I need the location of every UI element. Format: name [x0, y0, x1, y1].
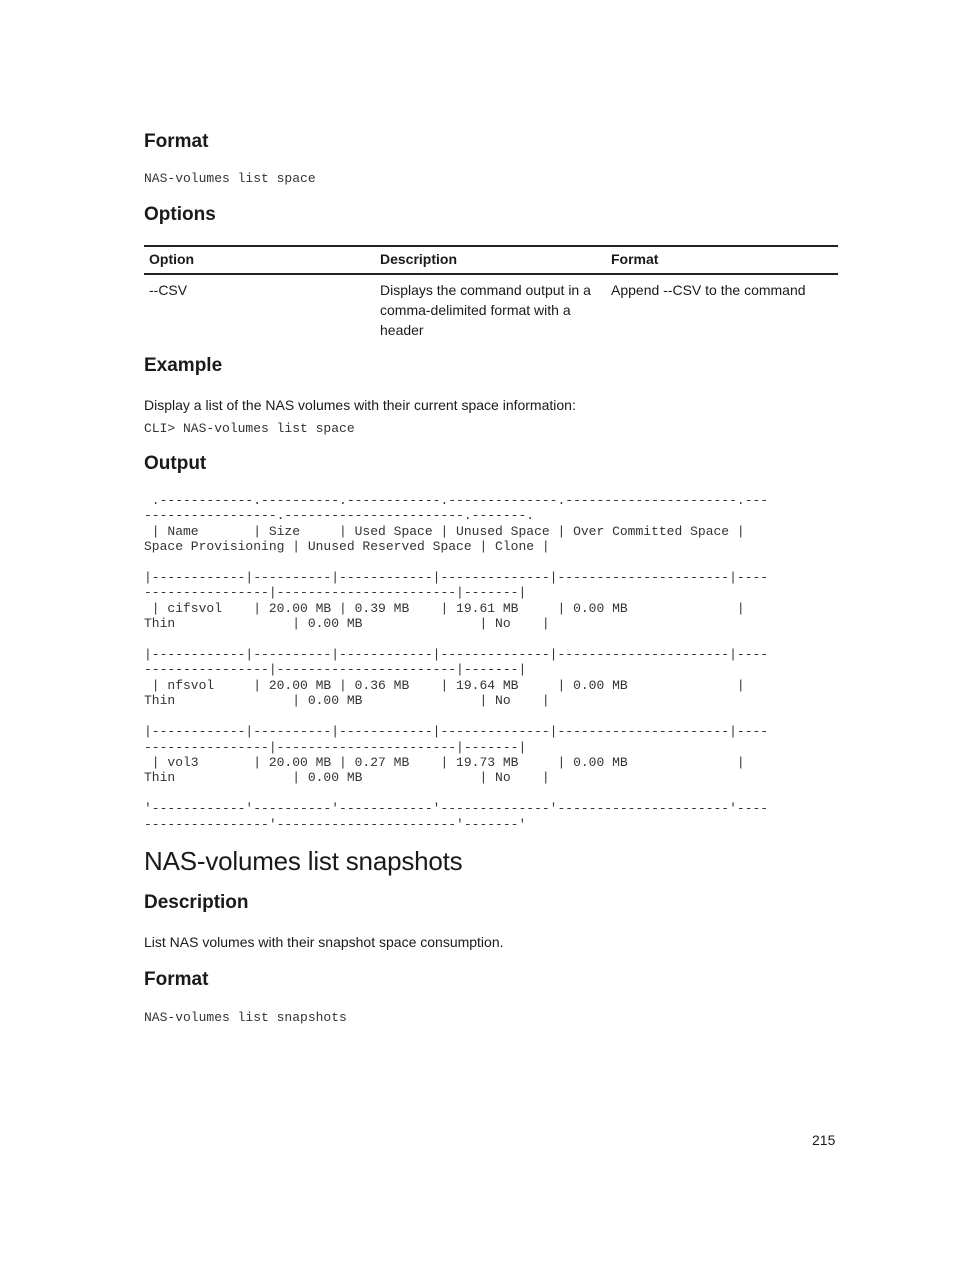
output-heading: Output — [144, 453, 207, 474]
column-header-format: Format — [606, 246, 838, 274]
section-title: NAS-volumes list snapshots — [144, 846, 463, 876]
format-command: NAS-volumes list space — [144, 171, 316, 186]
snapshots-format-heading: Format — [144, 969, 209, 990]
page-number: 215 — [812, 1132, 836, 1148]
options-heading: Options — [144, 204, 216, 225]
snapshots-format-command: NAS-volumes list snapshots — [144, 1010, 347, 1025]
description-text: List NAS volumes with their snapshot space consumption. — [144, 934, 504, 950]
options-table — [144, 245, 838, 345]
table-row — [144, 274, 838, 345]
option-cell: --CSV — [149, 282, 188, 298]
description-heading: Description — [144, 892, 249, 913]
description-cell: Displays the command output in a comma-delimited format with a header — [380, 282, 591, 338]
example-text: Display a list of the NAS volumes with their current space information: — [144, 397, 576, 413]
column-header-description: Description — [375, 246, 606, 274]
options-table-header — [144, 246, 838, 274]
format-cell: Append --CSV to the command — [611, 282, 806, 298]
column-header-option: Option — [144, 246, 375, 274]
output-block: .------------.----------.------------.--------------.----------------------.--- -----------------.-----------------------.-------. | Name | Size | Used Space | Unused Space | Over Committed Space | Space Provisioning | Unused Reserved Space | Clone | |------------|----------|------------|--------------|----------------------|---- ----------------|-----------------------|-------| | cifsvol | 20.00 MB | 0.39 MB | 19.61 MB | 0.00 MB | Thin | 0.00 MB | No | |------------|----------|------------|--------------|----------------------|---- ----------------|-----------------------|-------| | nfsvol | 20.00 MB | 0.36 MB | 19.64 MB | 0.00 MB | Thin | 0.00 MB | No | |------------|----------|------------|--------------|----------------------|---- ----------------|-----------------------|-------| | vol3 | 20.00 MB | 0.27 MB | 19.73 MB | 0.00 MB | Thin | 0.00 MB | No | '------------'----------'------------'--------------'----------------------'---- ----------------'-----------------------'-------' — [144, 493, 769, 832]
example-command: CLI> NAS-volumes list space — [144, 421, 355, 436]
format-heading: Format — [144, 131, 209, 152]
example-heading: Example — [144, 355, 223, 376]
